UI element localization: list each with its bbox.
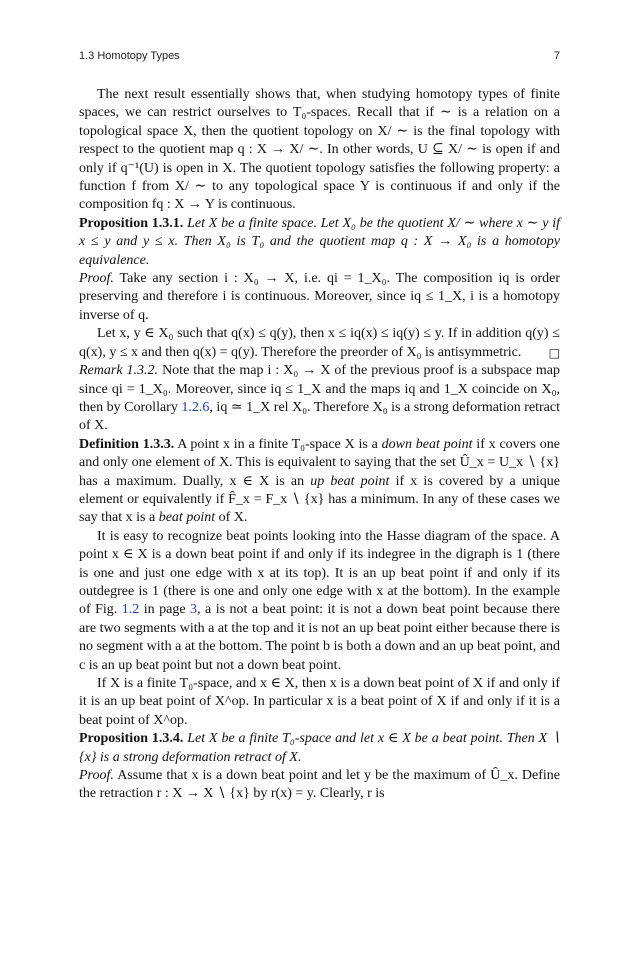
term-down-beat-point: down beat point [381,436,473,452]
page-body [79,86,560,804]
proof-text: Take any section i : X₀ → X, i.e. qi = 1_X₀. The composition iq is order preserving and therefore i is continuous. Moreover, since iq ≤ 1_X, i is a homotopy inverse of q. [79,271,561,323]
corollary-link[interactable]: 1.2.6 [181,399,210,415]
proposition-1-3-4 [79,730,560,767]
proof-label: Proof. [79,271,114,287]
remark-label: Remark 1.3.2. [79,363,159,379]
proof-continuation [79,325,560,362]
definition-text-d: of X. [215,510,248,526]
hasse-paragraph [79,528,560,675]
proposition-statement: Let X be a finite T₀-space and let x ∈ X be a beat point. Then X ∖ {x} is a strong deformation retract of X. [79,731,560,765]
definition-text-c: if x is covered by a unique element or equivalently if F̂_x = F_x ∖ {x} has a minimum. In any of these cases we say that x is a [79,473,560,526]
definition-1-3-3 [79,436,560,528]
figure-link[interactable]: 1.2 [121,602,140,618]
hasse-text-c: , a is not a beat point: it is not a down beat point because there are two segments with a at the top and it is not an up beat point either because there is no segment with a at the bottom. The point b is both a down and an up beat point, and c is an up beat point but not a down beat point. [79,602,561,673]
term-beat-point: beat point [158,510,216,526]
remark-1-3-2 [79,362,560,436]
page-number: 7 [553,50,560,62]
proposition-1-3-1 [79,215,560,270]
qed-square-icon: □ [548,345,560,360]
definition-text-a: A point x in a finite T₀-space X is a [177,436,382,452]
hasse-text-a: It is easy to recognize beat points looking into the Hasse diagram of the space. A point x ∈ X is a down beat point if and only if its indegree in the digraph is 1 (there is one and just one edge with x at its top). It is an up beat point if and only if its outdegree is 1 (there is one and only one edge with x at the bottom). In the example of Fig. [79,528,560,618]
proof-2 [79,767,560,804]
section-title: 1.3 Homotopy Types [79,50,180,62]
op-paragraph: If X is a finite T₀-space, and x ∈ X, then x is a down beat point of X if and only if it is an up beat point of X^op. In particular x is a beat point of X if and only if it is a beat point of X^op. [79,676,560,728]
hasse-text-b: in page [139,602,191,618]
remark-text-a: Note that the map i : X₀ → X of the previous proof is a subspace map since qi = 1_X₀. Moreover, since iq ≤ 1_X and the maps iq and 1_X coincide on X₀, then by Corollary [79,363,560,415]
proposition-label: Proposition 1.3.1. [79,215,184,231]
proposition-label: Proposition 1.3.4. [79,731,184,747]
page-link[interactable]: 3 [190,602,198,618]
proof-text: Assume that x is a down beat point and let y be the maximum of Û_x. Define the retraction r : X → X ∖ {x} by r(x) = y. Clearly, r is [79,768,560,802]
intro-paragraph: The next result essentially shows that, when studying homotopy types of finite spaces, we can restrict ourselves to T₀-spaces. Recall that if ∼ is a relation on a topological space X, then the quotient topology on X/ ∼ is the final topology with respect to the quotient map q : X → X/ ∼. In other words, U ⊆ X/ ∼ is open if and only if q⁻¹(U) is open in X. The quotient topology satisfies the following property: a function f from X/ ∼ to any topological space Y is continuous if and only if the composition fq : X → Y is continuous. [79,87,560,213]
remark-text-b: , iq ≃ 1_X rel X₀. Therefore X₀ is a strong deformation retract of X. [79,399,561,434]
definition-label: Definition 1.3.3. [79,436,175,452]
proof-label: Proof. [79,768,114,784]
proof-1 [79,270,560,325]
proof-continuation-text: Let x, y ∈ X₀ such that q(x) ≤ q(y), then x ≤ iq(x) ≤ iq(y) ≤ y. If in addition q(y) ≤ q(x), y ≤ x and then q(x) = q(y). Therefore the preorder of X₀ is antisymmetric. [79,326,560,360]
term-up-beat-point: up beat point [310,473,390,489]
proposition-statement: Let X be a finite space. Let X₀ be the quotient X/ ∼ where x ∼ y if x ≤ y and y ≤ x. Then X₀ is T₀ and the quotient map q : X → X₀ is a homotopy equivalence. [79,215,560,268]
definition-text-b: if x covers one and only one element of X. This is equivalent to saying that the set Û_x = U_x ∖ {x} has a maximum. Dually, x ∈ X is an [79,436,561,489]
